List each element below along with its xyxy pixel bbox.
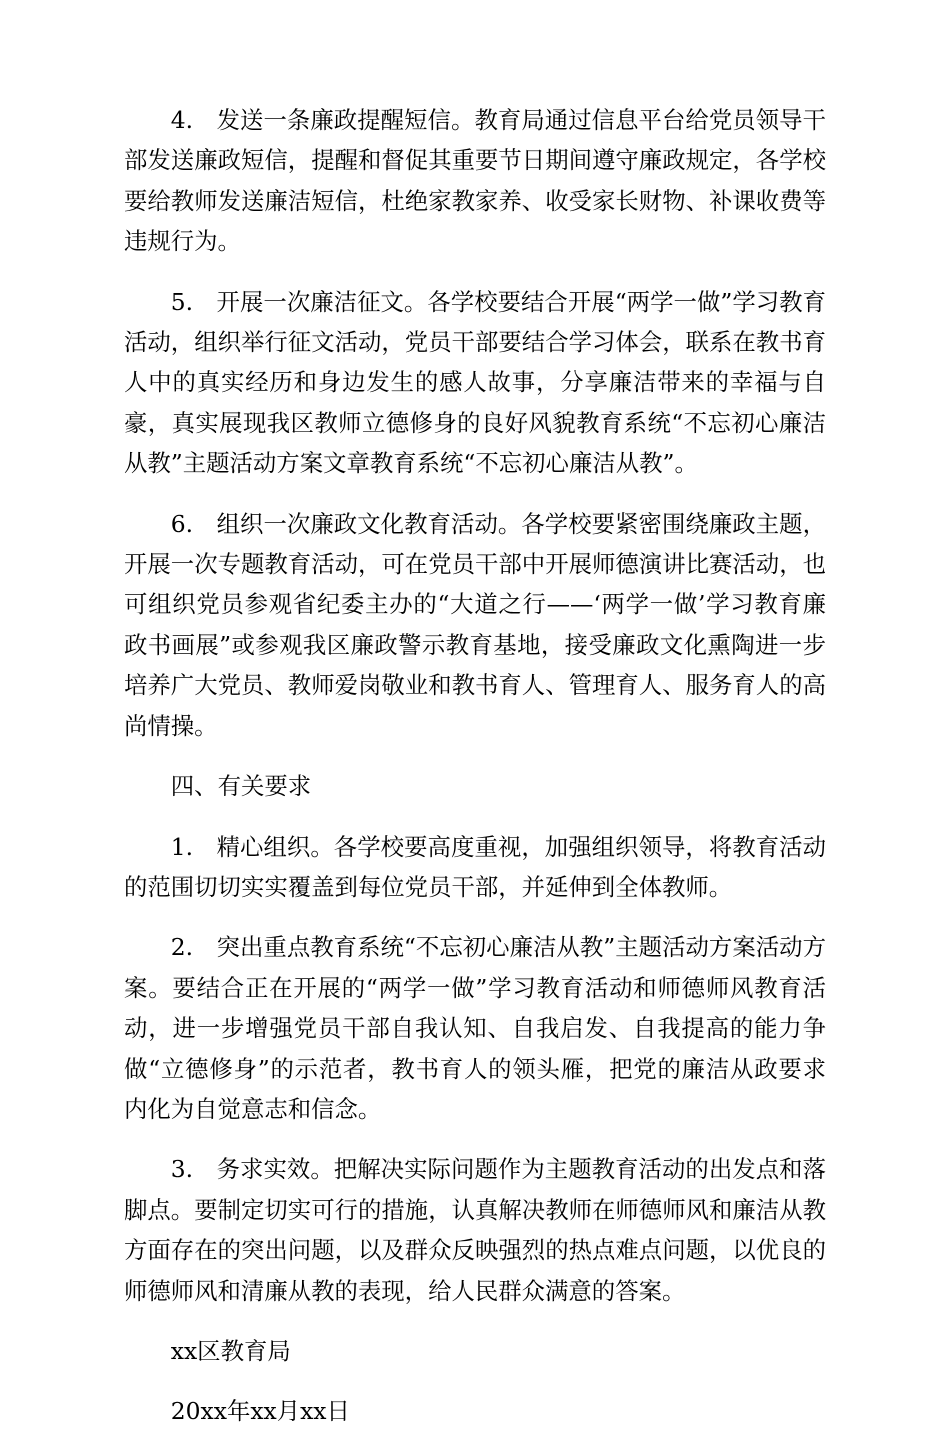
document-page [124, 100, 826, 1452]
paragraph-requirement-1: 1. 精心组织。各学校要高度重视，加强组织领导，将教育活动的范围切切实实覆盖到每位党员干部，并延伸到全体教师。 [124, 832, 826, 901]
paragraph-item-4: 4. 发送一条廉政提醒短信。教育局通过信息平台给党员领导干部发送廉政短信，提醒和督促其重要节日期间遵守廉政规定，各学校要给教师发送廉洁短信，杜绝家教家养、收受家长财物、补课收费等违规行为。 [124, 106, 826, 256]
signature-date: 20xx年xx月xx日 [170, 1397, 350, 1426]
paragraph-item-5: 5. 开展一次廉洁征文。各学校要结合开展“两学一做”学习教育活动，组织举行征文活动，党员干部要结合学习体会，联系在教书育人中的真实经历和身边发生的感人故事，分享廉洁带来的幸福与自豪，真实展现我区教师立德修身的良好风貌教育系统“不忘初心廉洁从教”主题活动方案文章教育系统“不忘初心廉洁从教”。 [124, 287, 826, 478]
paragraph-requirement-2: 2. 突出重点教育系统“不忘初心廉洁从教”主题活动方案活动方案。要结合正在开展的“两学一做”学习教育活动和师德师风教育活动，进一步增强党员干部自我认知、自我启发、自我提高的能力争做“立德修身”的示范者，教书育人的领头雁，把党的廉洁从政要求内化为自觉意志和信念。 [124, 933, 826, 1123]
signature-organization: xx区教育局 [170, 1336, 291, 1365]
paragraph-item-6: 6. 组织一次廉政文化教育活动。各学校要紧密围绕廉政主题，开展一次专题教育活动，可在党员干部中开展师德演讲比赛活动，也可组织党员参观省纪委主办的“大道之行——‘两学一做’学习教育廉政书画展”或参观我区廉政警示教育基地，接受廉政文化熏陶进一步培养广大党员、教师爱岗敬业和教书育人、管理育人、服务育人的高尚情操。 [124, 509, 826, 740]
section-heading-requirements: 四、有关要求 [170, 772, 312, 801]
paragraph-requirement-3: 3. 务求实效。把解决实际问题作为主题教育活动的出发点和落脚点。要制定切实可行的措施，认真解决教师在师德师风和廉洁从教方面存在的突出问题，以及群众反映强烈的热点难点问题，以优良的师德师风和清廉从教的表现，给人民群众满意的答案。 [124, 1155, 826, 1305]
